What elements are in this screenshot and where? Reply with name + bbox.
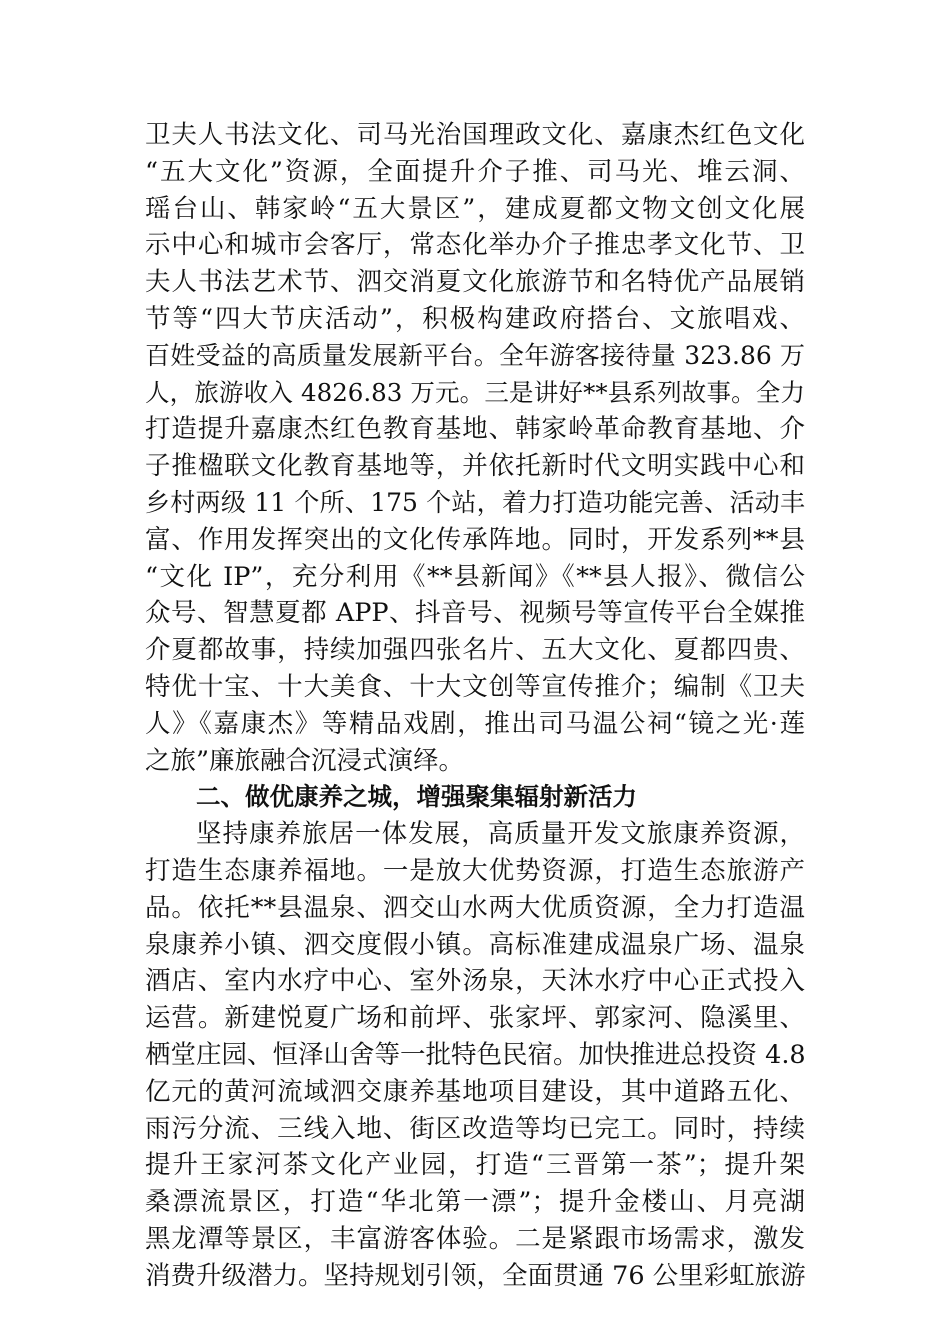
text-line: 打造提升嘉康杰红色教育基地、韩家岭革命教育基地、介 bbox=[145, 414, 805, 445]
text-line: 提升王家河茶文化产业园，打造“三晋第一茶”；提升架 bbox=[145, 1150, 805, 1181]
text-line: 人》《嘉康杰》等精品戏剧，推出司马温公祠“镜之光·莲 bbox=[145, 708, 805, 739]
text-line: 酒店、室内水疗中心、室外汤泉，天沐水疗中心正式投入 bbox=[145, 966, 805, 997]
text-line: 打造生态康养福地。一是放大优势资源，打造生态旅游产 bbox=[145, 855, 805, 886]
text-line: 瑶台山、韩家岭“五大景区”，建成夏都文物文创文化展 bbox=[145, 193, 805, 224]
text-line: 百姓受益的高质量发展新平台。全年游客接待量 323.86 万 bbox=[145, 340, 805, 370]
text-line: 人，旅游收入 4826.83 万元。三是讲好**县系列故事。全力 bbox=[145, 377, 805, 407]
text-line: 雨污分流、三线入地、街区改造等均已完工。同时，持续 bbox=[145, 1113, 805, 1144]
text-line: 之旅”廉旅融合沉浸式演绎。 bbox=[145, 745, 465, 776]
text-line: 消费升级潜力。坚持规划引领，全面贯通 76 公里彩虹旅游 bbox=[145, 1260, 806, 1291]
text-line: “文化 IP”，充分利用《**县新闻》《**县人报》、微信公 bbox=[145, 561, 805, 592]
text-line: 介夏都故事，持续加强四张名片、五大文化、夏都四贵、 bbox=[145, 635, 805, 666]
text-line: 运营。新建悦夏广场和前坪、张家坪、郭家河、隐溪里、 bbox=[145, 1003, 805, 1034]
document-body bbox=[145, 117, 805, 1295]
section-heading: 二、做优康养之城，增强聚集辐射新活力 bbox=[196, 782, 637, 812]
text-line: 众号、智慧夏都 APP、抖音号、视频号等宣传平台全媒推 bbox=[145, 598, 805, 629]
text-line: 亿元的黄河流域泗交康养基地项目建设，其中道路五化、 bbox=[145, 1076, 805, 1107]
text-line: 品。依托**县温泉、泗交山水两大优质资源，全力打造温 bbox=[145, 892, 805, 923]
text-line: 子推楹联文化教育基地等，并依托新时代文明实践中心和 bbox=[145, 451, 805, 482]
paragraph-wellness-city bbox=[145, 816, 805, 1294]
paragraph-culture-tourism bbox=[145, 117, 805, 779]
text-line: 泉康养小镇、泗交度假小镇。高标准建成温泉广场、温泉 bbox=[145, 929, 805, 960]
text-line: 特优十宝、十大美食、十大文创等宣传推介；编制《卫夫 bbox=[145, 671, 805, 702]
text-line: 节等“四大节庆活动”，积极构建政府搭台、文旅唱戏、 bbox=[145, 303, 805, 334]
text-line: 乡村两级 11 个所、175 个站，着力打造功能完善、活动丰 bbox=[145, 487, 805, 517]
text-line: 卫夫人书法文化、司马光治国理政文化、嘉康杰红色文化 bbox=[145, 120, 805, 150]
text-line: 富、作用发挥突出的文化传承阵地。同时，开发系列**县 bbox=[145, 524, 805, 555]
text-line: “五大文化”资源，全面提升介子推、司马光、堆云洞、 bbox=[145, 156, 805, 187]
text-line: 坚持康养旅居一体发展，高质量开发文旅康养资源， bbox=[196, 819, 805, 850]
text-line: 栖堂庄园、恒泽山舍等一批特色民宿。加快推进总投资 4.8 bbox=[145, 1039, 806, 1070]
text-line: 夫人书法艺术节、泗交消夏文化旅游节和名特优产品展销 bbox=[145, 267, 805, 298]
text-line: 示中心和城市会客厅，常态化举办介子推忠孝文化节、卫 bbox=[145, 230, 805, 261]
text-line: 桑漂流景区，打造“华北第一漂”；提升金楼山、月亮湖 bbox=[145, 1187, 805, 1218]
text-line: 黑龙潭等景区，丰富游客体验。二是紧跟市场需求，激发 bbox=[145, 1223, 805, 1254]
